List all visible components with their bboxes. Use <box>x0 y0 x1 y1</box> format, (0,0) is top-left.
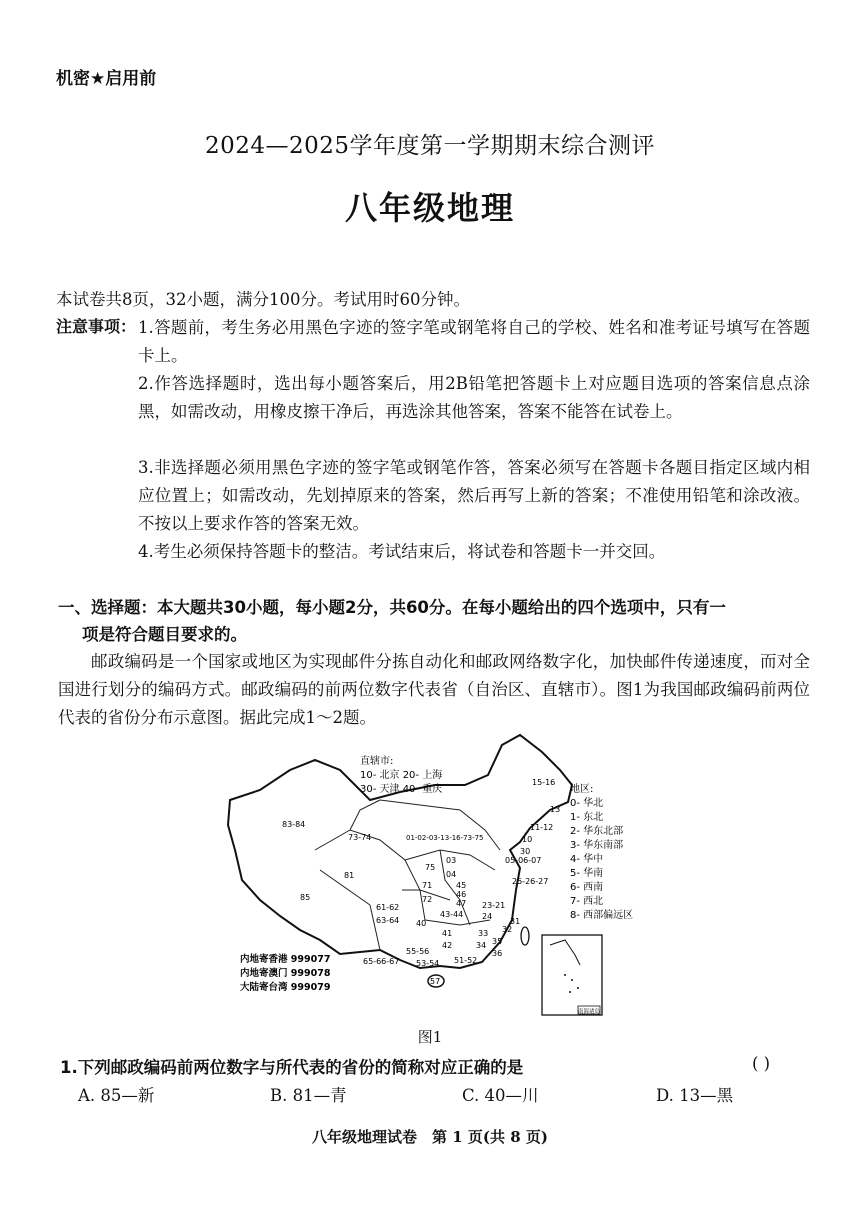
province-code: 83-84 <box>282 820 306 829</box>
passage-text: 邮政编码是一个国家或地区为实现邮件分拣自动化和邮政网络数字化，加快邮件传递速度，而对全国进行划分的编码方式。邮政编码的前两位数字代表省（自治区、直辖市）。图1为我国邮政编码前两位代表的省份分布示意图。据此完成1～2题。 <box>58 652 810 727</box>
province-code: 53-54 <box>416 959 440 968</box>
legend-region: 1- 东北 <box>570 812 604 823</box>
province-code: 04 <box>446 870 457 879</box>
province-code: 10 <box>522 835 533 844</box>
legend-regions <box>570 796 633 921</box>
taiwan-island <box>521 927 529 945</box>
province-code: 45 <box>456 881 467 890</box>
legend-region: 8- 西部偏远区 <box>570 910 634 921</box>
south-china-sea-inset <box>542 935 602 1015</box>
legend-municipality-line-2: 30- 天津 40- 重庆 <box>360 784 443 795</box>
legend-region: 7- 西北 <box>570 896 604 907</box>
notice-item-3: 3.非选择题必须用黑色字迹的签字笔或钢笔作答，答案必须写在答题卡各题目指定区域内相应位置上；如需改动，先划掉原来的答案，然后再写上新的答案；不准使用铅笔和涂改液。不按以上要求作答的答案无效。 <box>138 458 810 533</box>
section-heading-line2: 项是符合题目要求的。 <box>82 625 247 644</box>
confidential-label: 机密★启用前 <box>56 69 157 89</box>
province-code: 30 <box>520 847 531 856</box>
option-d: D. 13—黑 <box>656 1086 734 1105</box>
legend-regions-title: 地区: <box>570 784 594 795</box>
china-postal-map <box>220 730 650 1020</box>
option-a: A. 85—新 <box>78 1086 155 1105</box>
question-1-stem: 1.下列邮政编码前两位数字与所代表的省份的简称对应正确的是 <box>60 1058 524 1077</box>
notice-item-1: 1.答题前，考生务必用黑色字迹的签字笔或钢笔将自己的学校、姓名和准考证号填写在答题卡上。 <box>138 318 810 365</box>
section-heading-line1: 一、选择题：本大题共30小题，每小题2分，共60分。在每小题给出的四个选项中，只有一 <box>58 598 726 617</box>
answer-paren: ( ) <box>752 1054 771 1073</box>
province-code: 01-02-03-13-16-73-75 <box>406 834 484 842</box>
province-code: 41 <box>442 929 453 938</box>
province-code: 35 <box>492 937 503 946</box>
province-code: 46 <box>456 890 467 899</box>
province-code: 11-12 <box>530 823 554 832</box>
legend-region: 6- 西南 <box>570 882 604 893</box>
province-code: 34 <box>476 941 487 950</box>
province-code: 57 <box>430 977 441 986</box>
exam-intro: 本试卷共8页，32小题，满分100分。考试用时60分钟。 <box>56 290 470 309</box>
province-code: 47 <box>456 899 467 908</box>
province-code: 73-74 <box>348 833 372 842</box>
province-code: 63-64 <box>376 916 400 925</box>
notice-label: 注意事项： <box>56 317 137 336</box>
option-b: B. 81—青 <box>270 1086 347 1105</box>
exam-title: 2024—2025学年度第一学期期末综合测评 <box>204 133 656 159</box>
option-c: C. 40—川 <box>462 1086 539 1105</box>
province-code: 65-66-67 <box>363 957 400 966</box>
province-code: 61-62 <box>376 903 400 912</box>
province-code: 05-06-07 <box>505 856 542 865</box>
province-code: 40 <box>416 919 427 928</box>
legend-municipality-line-1: 10- 北京 20- 上海 <box>360 770 443 781</box>
page-footer: 八年级地理试卷 第 1 页(共 8 页) <box>312 1128 548 1146</box>
province-code: 36 <box>492 949 503 958</box>
legend-region: 3- 华东南部 <box>570 840 624 851</box>
province-code: 81 <box>344 871 355 880</box>
section-heading <box>58 594 810 648</box>
province-code: 75 <box>425 863 436 872</box>
province-code: 13 <box>550 805 561 814</box>
inset-label: 南海诸岛 <box>577 1009 601 1015</box>
notice-item-4: 4.考生必须保持答题卡的整洁。考试结束后，将试卷和答题卡一并交回。 <box>138 542 666 561</box>
legend-region: 5- 华南 <box>570 868 604 879</box>
legend-region: 0- 华北 <box>570 798 604 809</box>
province-code: 71 <box>422 881 433 890</box>
special-code-taiwan: 大陆寄台湾 999079 <box>240 982 331 993</box>
province-code: 24 <box>482 912 493 921</box>
special-code-hk: 内地寄香港 999077 <box>240 954 331 965</box>
legend-municipalities-title: 直辖市: <box>360 756 394 767</box>
special-code-macau: 内地寄澳门 999078 <box>240 968 331 979</box>
notice-item-2: 2.作答选择题时，选出每小题答案后，用2B铅笔把答题卡上对应题目选项的答案信息点涂黑，如需改动，用橡皮擦干净后，再选涂其他答案，答案不能答在试卷上。 <box>138 374 810 421</box>
province-code: 72 <box>422 895 433 904</box>
province-code: 51-52 <box>454 956 478 965</box>
province-code: 25-26-27 <box>512 877 549 886</box>
subject-title: 八年级地理 <box>344 189 515 227</box>
legend-region: 2- 华东北部 <box>570 826 624 837</box>
province-code: 33 <box>478 929 489 938</box>
figure-caption: 图1 <box>417 1028 443 1046</box>
province-code: 03 <box>446 856 457 865</box>
province-code: 23-21 <box>482 901 506 910</box>
province-code: 42 <box>442 941 453 950</box>
province-code: 15-16 <box>532 778 556 787</box>
province-code: 55-56 <box>406 947 430 956</box>
province-code: 32 <box>502 925 513 934</box>
province-code: 43-44 <box>440 910 464 919</box>
province-code: 85 <box>300 893 311 902</box>
legend-region: 4- 华中 <box>570 854 604 865</box>
province-code: 31 <box>510 917 521 926</box>
